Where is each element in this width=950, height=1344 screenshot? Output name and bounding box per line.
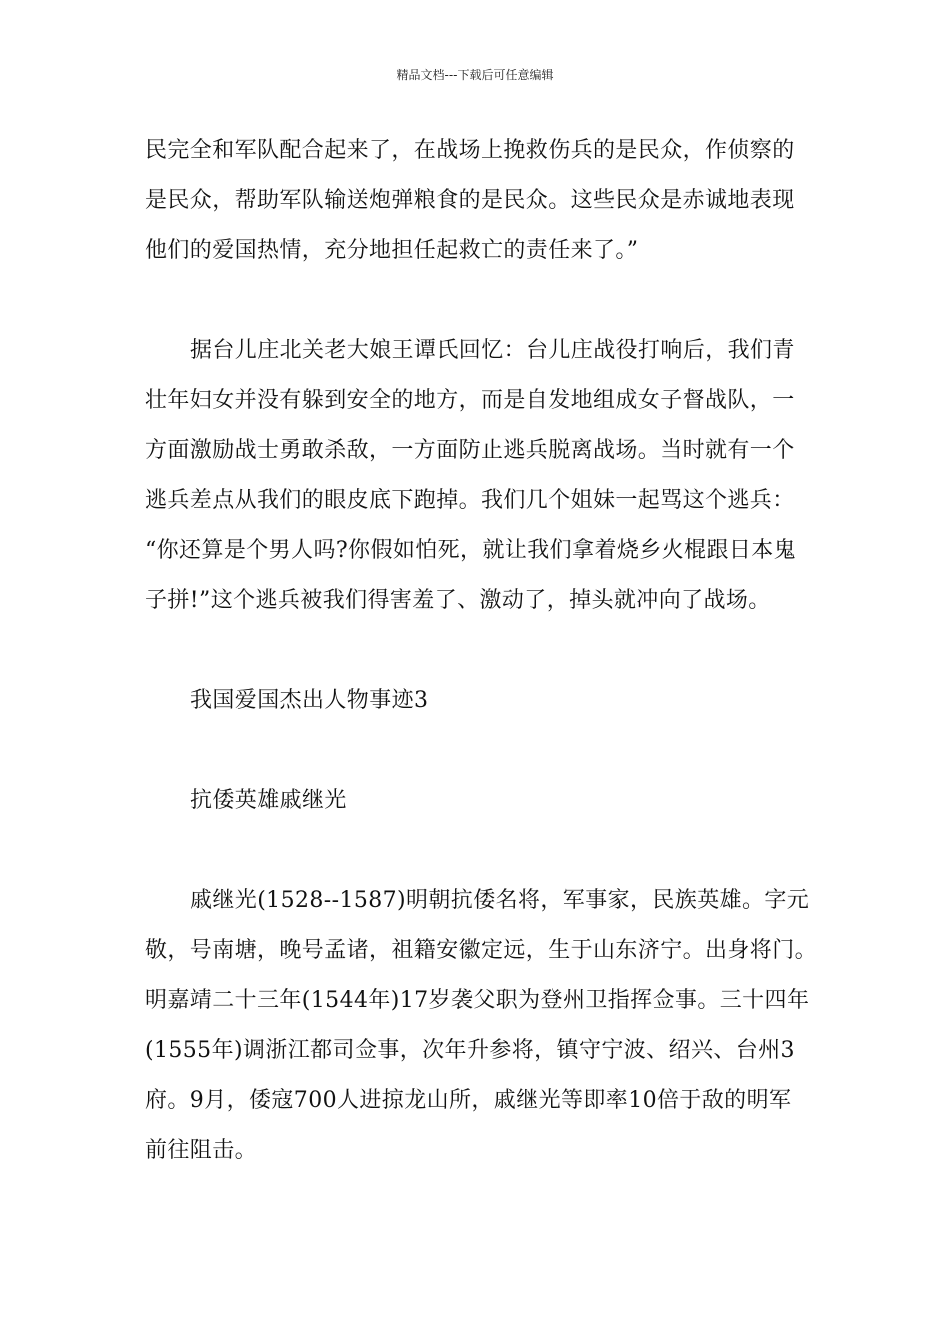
paragraph-line: 方面激励战士勇敢杀敌，一方面防止逃兵脱离战场。当时就有一个: [145, 438, 795, 463]
section-heading: 我国爱国杰出人物事迹3: [190, 688, 429, 713]
paragraph-line: 子拼!”这个逃兵被我们得害羞了、激动了，掉头就冲向了战场。: [145, 588, 771, 613]
paragraph-line: 据台儿庄北关老大娘王谭氏回忆：台儿庄战役打响后，我们青: [190, 338, 795, 363]
paragraph-line: 明嘉靖二十三年(1544年)17岁袭父职为登州卫指挥佥事。三十四年: [145, 988, 810, 1013]
paragraph-line: 前往阻击。: [145, 1138, 258, 1163]
paragraph-line: (1555年)调浙江都司佥事，次年升参将，镇守宁波、绍兴、台州3: [145, 1038, 795, 1063]
paragraph-line: 是民众，帮助军队输送炮弹粮食的是民众。这些民众是赤诚地表现: [145, 188, 795, 213]
paragraph-line: 他们的爱国热情，充分地担任起救亡的责任来了。”: [145, 238, 639, 263]
paragraph-line: 府。9月，倭寇700人进掠龙山所，戚继光等即率10倍于敌的明军: [145, 1088, 792, 1113]
page-header: 精品文档---下载后可任意编辑: [396, 68, 554, 82]
paragraph-line: “你还算是个男人吗?你假如怕死，就让我们拿着烧乡火棍跟日本鬼: [145, 538, 797, 563]
paragraph-line: 戚继光(1528--1587)明朝抗倭名将，军事家，民族英雄。字元: [190, 888, 810, 913]
paragraph-line: 逃兵差点从我们的眼皮底下跑掉。我们几个姐妹一起骂这个逃兵：: [145, 488, 795, 513]
paragraph-line: 民完全和军队配合起来了，在战场上挽救伤兵的是民众，作侦察的: [145, 138, 795, 163]
paragraph-line: 壮年妇女并没有躲到安全的地方，而是自发地组成女子督战队，一: [145, 388, 795, 413]
section-subheading: 抗倭英雄戚继光: [190, 788, 347, 813]
paragraph-line: 敬，号南塘，晚号孟诸，祖籍安徽定远，生于山东济宁。出身将门。: [145, 938, 818, 963]
